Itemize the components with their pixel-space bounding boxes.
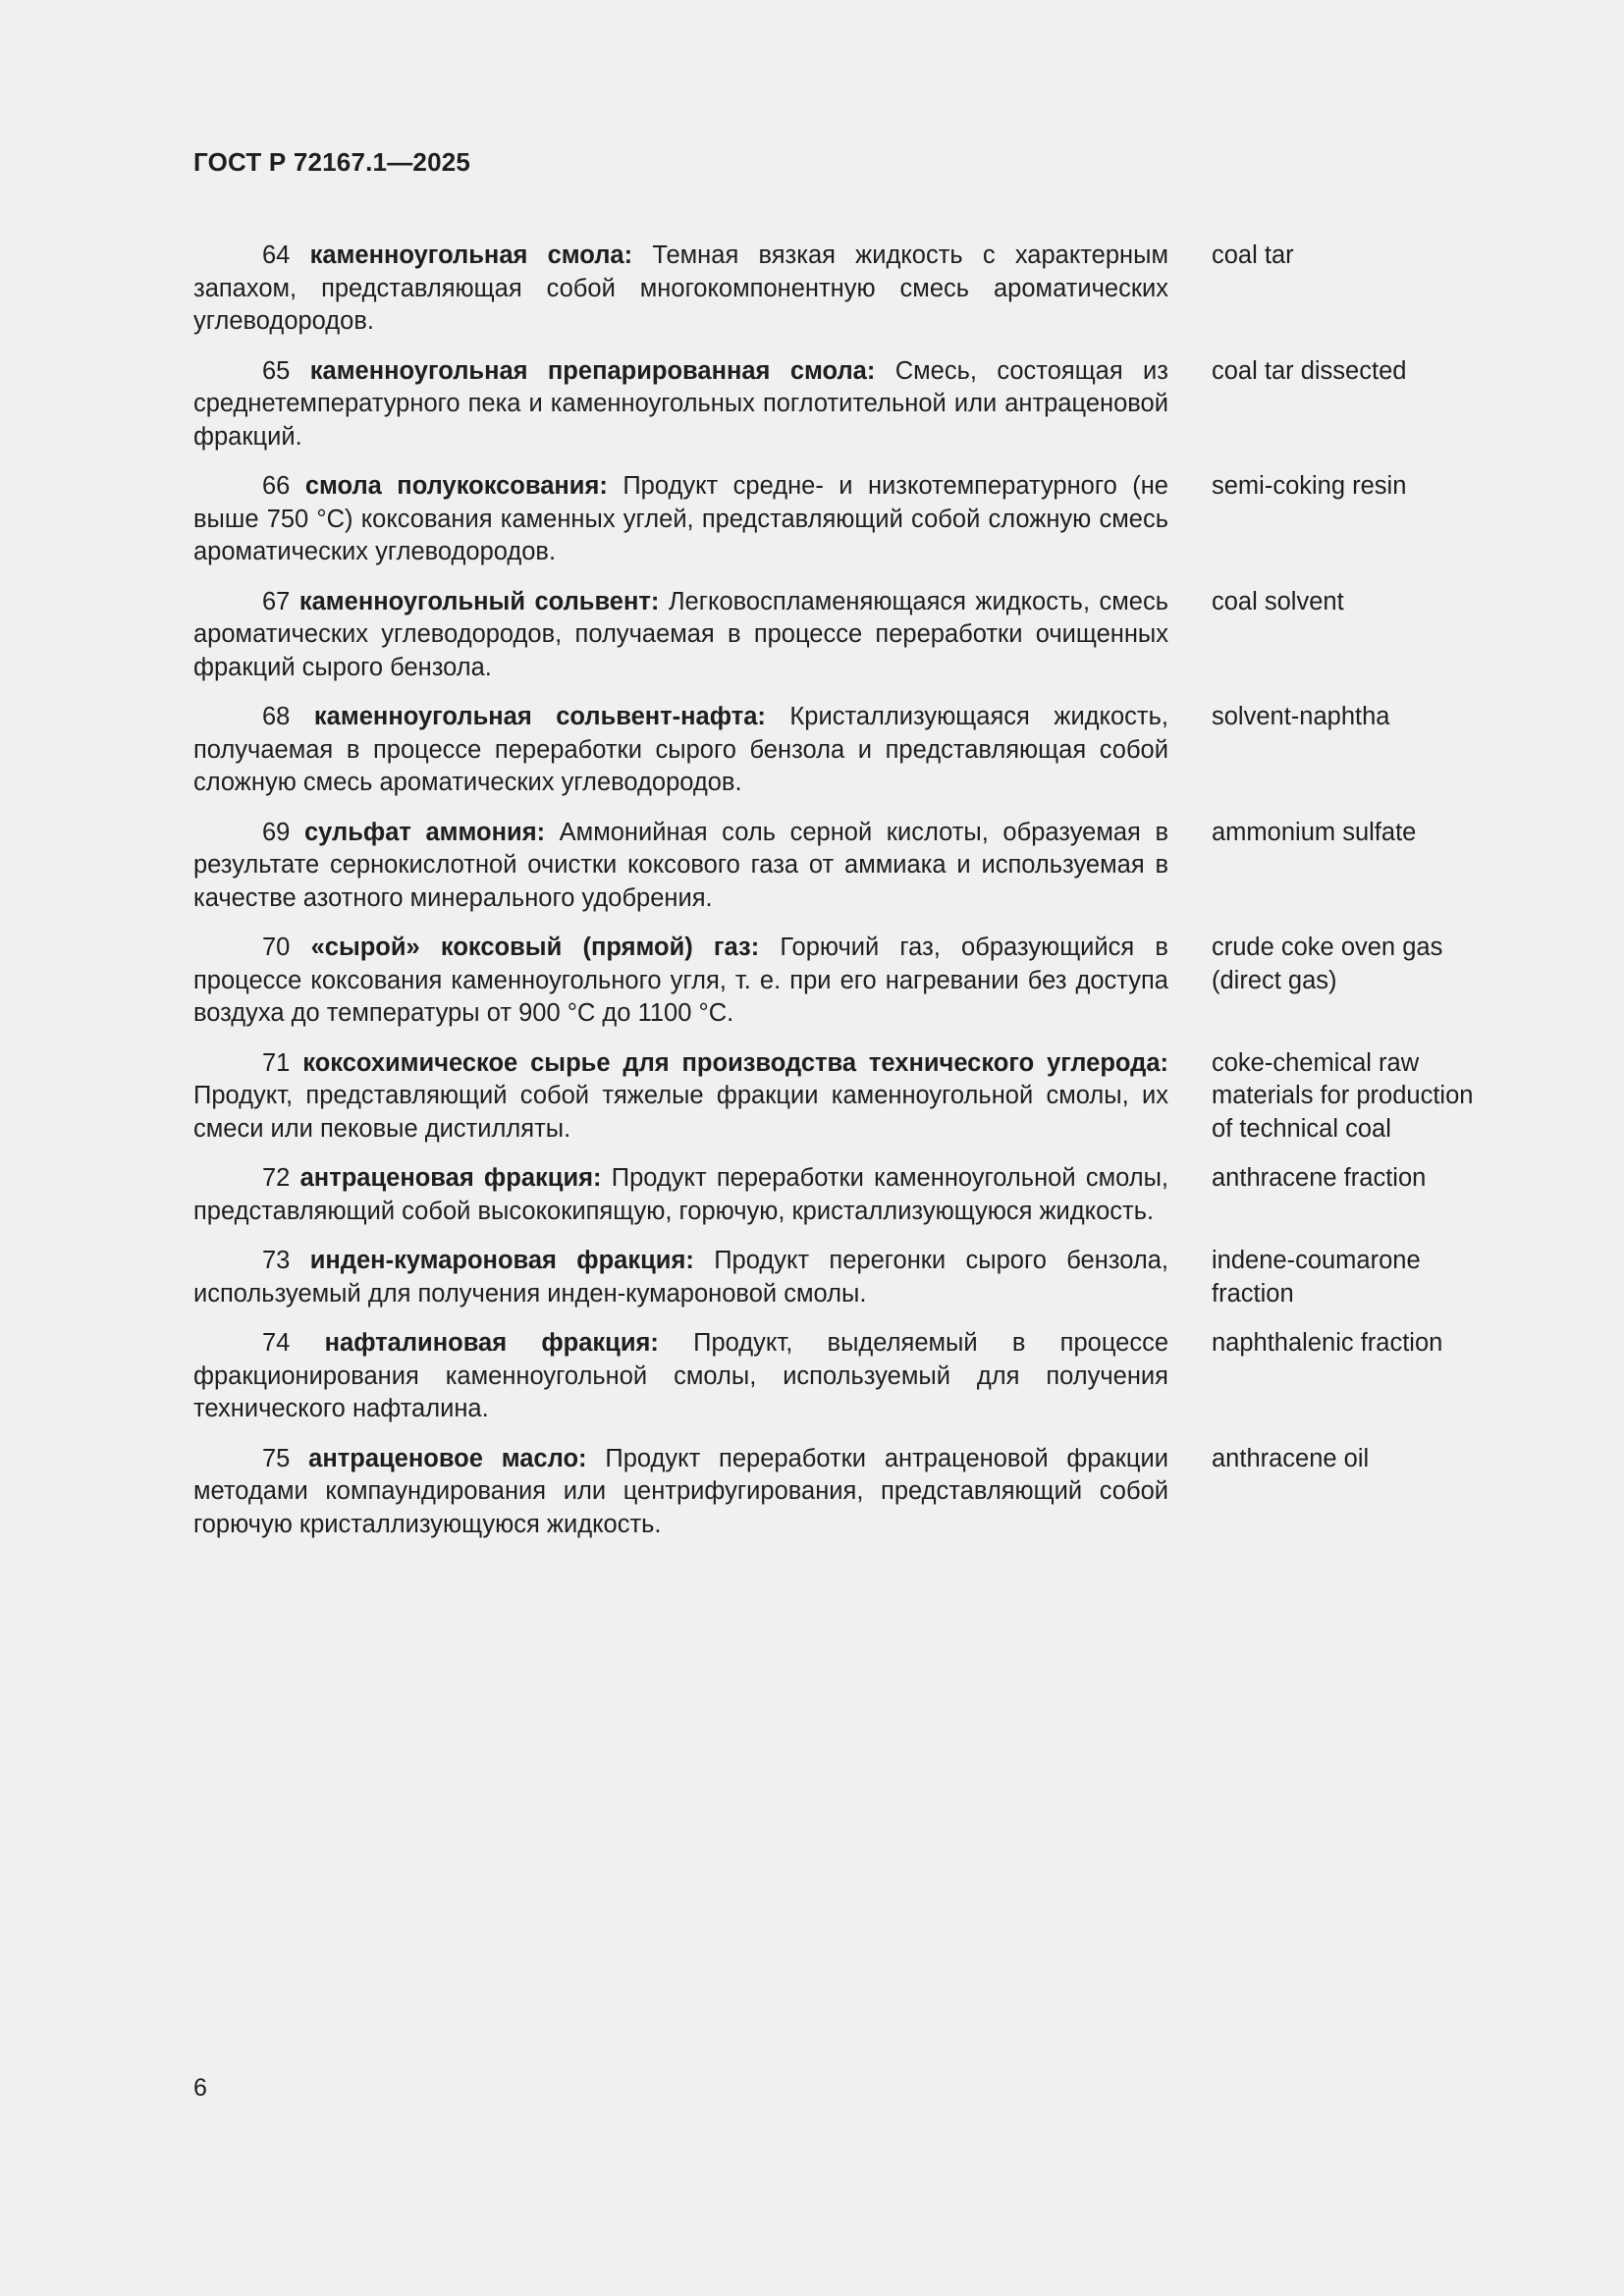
term-english: naphthalenic fraction xyxy=(1212,1329,1443,1357)
term-number: 75 xyxy=(262,1444,291,1472)
term-definition: Продукт средне- и низкотемпературного (не выше 750 °С) коксования каменных углей, представляющий собой сложную смесь ароматических углеводородов. xyxy=(193,472,1168,565)
term-number: 73 xyxy=(262,1247,291,1274)
term-name: антраценовая фракция: xyxy=(299,1164,602,1192)
page-number: 6 xyxy=(193,2074,207,2102)
term-number: 65 xyxy=(262,356,291,385)
term-entry-69 xyxy=(193,817,1509,916)
term-number: 68 xyxy=(262,703,291,730)
term-name: «сырой» коксовый (прямой) газ: xyxy=(310,934,760,961)
term-number: 71 xyxy=(262,1048,291,1077)
term-entry-67 xyxy=(193,586,1509,685)
term-definition-block xyxy=(193,1327,1168,1426)
term-definition: Легковоспламеняющаяся жидкость, смесь ароматических углеводородов, получаемая в процессе переработки очищенных фракций сырого бензола. xyxy=(193,587,1168,681)
document-header: ГОСТ Р 72167.1—2025 xyxy=(193,147,471,177)
term-name: инден-кумароновая фракция: xyxy=(309,1247,694,1274)
term-english: ammonium sulfate xyxy=(1212,818,1417,846)
term-english: anthracene fraction xyxy=(1212,1164,1427,1192)
term-number: 69 xyxy=(262,818,291,846)
term-name: каменноугольная препарированная смола: xyxy=(309,356,876,385)
term-number: 67 xyxy=(262,587,291,615)
term-definition-block xyxy=(193,586,1168,685)
term-name: нафталиновая фракция: xyxy=(324,1329,659,1357)
term-definition-block xyxy=(193,932,1168,1031)
term-entry-65 xyxy=(193,355,1509,454)
term-definition: Продукт, выделяемый в процессе фракционирования каменноугольной смолы, используемый для получения технического нафталина. xyxy=(193,1329,1168,1422)
term-definition-block xyxy=(193,240,1168,339)
term-name: каменноугольная смола: xyxy=(309,241,633,269)
term-definition: Продукт переработки каменноугольной смолы, представляющий собой высококипящую, горючую, кристаллизующуюся жидкость. xyxy=(193,1164,1169,1225)
term-definition-block xyxy=(193,1245,1168,1310)
term-definition: Темная вязкая жидкость с характерным запахом, представляющая собой многокомпонентную смесь ароматических углеводородов. xyxy=(193,241,1168,335)
term-definition: Продукт, представляющий собой тяжелые фракции каменноугольной смолы, их смеси или пековые дистилляты. xyxy=(193,1082,1168,1143)
term-definition-block xyxy=(193,470,1168,569)
term-english: coal tar dissected xyxy=(1212,356,1407,385)
term-name: сульфат аммония: xyxy=(303,818,546,846)
term-english: coke-chemical raw materials for production of technical coal xyxy=(1212,1048,1474,1143)
term-entry-74 xyxy=(193,1327,1509,1426)
term-english: indene-coumarone fraction xyxy=(1212,1247,1421,1308)
term-english: semi-coking resin xyxy=(1212,472,1407,500)
term-definition: Смесь, состоящая из среднетемпературного пека и каменноугольных поглотительной или антраценовой фракций. xyxy=(193,356,1168,451)
term-definition-block xyxy=(193,1047,1168,1147)
term-definition: Кристаллизующаяся жидкость, получаемая в процессе переработки сырого бензола и представляющая собой сложную смесь ароматических углеводородов. xyxy=(193,703,1168,796)
term-entry-66 xyxy=(193,470,1509,569)
term-entry-73 xyxy=(193,1245,1509,1310)
term-definition: Продукт перегонки сырого бензола, используемый для получения инден-кумароновой смолы. xyxy=(193,1247,1168,1308)
term-name: каменноугольный сольвент: xyxy=(298,587,660,615)
term-entry-75 xyxy=(193,1443,1509,1542)
term-english: coal tar xyxy=(1212,241,1294,269)
term-number: 72 xyxy=(262,1164,291,1192)
term-entry-72 xyxy=(193,1162,1509,1228)
term-entry-64 xyxy=(193,240,1509,339)
term-entry-68 xyxy=(193,701,1509,800)
term-name: смола полукоксования: xyxy=(304,472,608,500)
term-english: coal solvent xyxy=(1212,587,1344,615)
term-number: 70 xyxy=(262,934,291,961)
term-name: каменноугольная сольвент-нафта: xyxy=(313,703,766,730)
term-definition: Аммонийная соль серной кислоты, образуемая в результате сернокислотной очистки коксового газа от аммиака и используемая в качестве азотного минерального удобрения. xyxy=(193,818,1168,912)
term-definition-block xyxy=(193,817,1168,916)
term-definition: Продукт переработки антраценовой фракции методами компаундирования или центрифугирования, представляющий собой горючую кристаллизующуюся жидкость. xyxy=(193,1444,1168,1538)
term-definition-block xyxy=(193,1443,1168,1542)
term-number: 66 xyxy=(262,472,291,500)
term-definition-block xyxy=(193,1162,1168,1228)
term-name: антраценовое масло: xyxy=(308,1444,587,1472)
term-english: crude coke oven gas (direct gas) xyxy=(1212,934,1443,994)
term-entry-70 xyxy=(193,932,1509,1031)
term-number: 64 xyxy=(262,241,291,269)
term-english: anthracene oil xyxy=(1212,1444,1370,1472)
term-definition: Горючий газ, образующийся в процессе коксования каменноугольного угля, т. е. при его нагревании без доступа воздуха до температуры от 900 °С до 1100 °С. xyxy=(193,934,1168,1027)
term-name: коксохимическое сырье для производства технического углерода: xyxy=(302,1048,1168,1077)
term-definition-block xyxy=(193,701,1168,800)
term-list xyxy=(193,240,1509,1558)
term-definition-block xyxy=(193,355,1168,454)
term-entry-71 xyxy=(193,1047,1509,1147)
term-english: solvent-naphtha xyxy=(1212,703,1390,730)
term-number: 74 xyxy=(262,1329,291,1357)
